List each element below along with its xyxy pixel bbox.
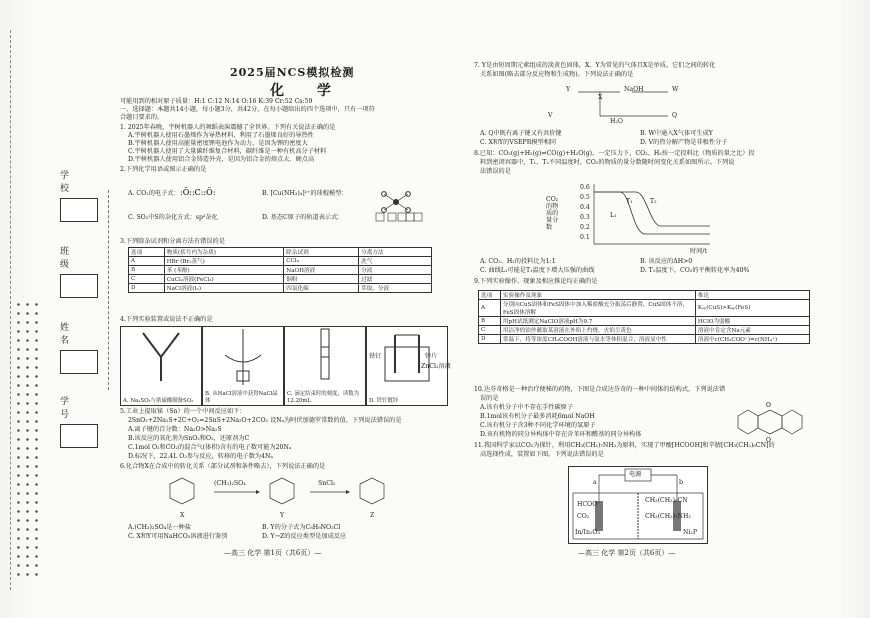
question-10: 10.达芬奇格是一种治疗便秘的药物，下图是合成达芬奇的一种中间体的结构式，下列说法错 <box>474 386 726 393</box>
intermediate-structure <box>730 398 810 442</box>
cell: CuCl₂溶液(FeCl₃) <box>164 275 284 284</box>
question-4: 4.下列实验装置或说法不正确的是 <box>120 316 213 323</box>
table-row <box>129 257 432 266</box>
apparatus-b <box>202 326 284 406</box>
option: A. Q中既有离子键又有共价键 <box>480 130 562 137</box>
student-id-box[interactable] <box>60 424 98 448</box>
tick: 0.5 <box>580 194 590 201</box>
tick: 0.6 <box>580 184 590 191</box>
chart-ylabel: CO₂的物质的量分数 <box>546 196 559 231</box>
table-header: 选项 <box>479 291 501 300</box>
svg-text:O: O <box>766 402 771 409</box>
cell: HClO为弱酸 <box>695 317 809 326</box>
fig-label: ZnCl₂溶液 <box>421 363 451 370</box>
school-field[interactable]: 学 校 <box>60 168 100 222</box>
cell: B <box>129 266 165 275</box>
burette-icon <box>285 327 365 387</box>
text-line: 法错误的是 <box>480 168 511 175</box>
node-label: NaOH <box>624 86 644 93</box>
svg-text::Ö::C::Ö:: :Ö::C::Ö: <box>180 188 216 197</box>
option: B. 该反应的ΔH>0 <box>640 258 693 265</box>
figure-caption: A. Na₂SO₃与浓硫酸制备SO₂ <box>123 397 194 404</box>
cell-label: 电源 <box>629 471 642 478</box>
table-header: 物质(括号内为杂质) <box>164 248 284 257</box>
name-box[interactable] <box>60 350 98 374</box>
fig-label: 铁钉 <box>369 353 382 360</box>
table-row <box>479 335 810 344</box>
cell: NaOH溶液 <box>284 266 359 275</box>
cell: 铜粉 <box>284 275 359 284</box>
student-id-field[interactable]: 学 号 <box>60 394 100 448</box>
node-label: W <box>672 86 679 93</box>
cell: 洗气 <box>359 257 432 266</box>
question-6: 6.化合物X在合成中的转化关系（部分试剂和条件略去），下列说法正确的是 <box>120 463 326 470</box>
node-label: Y <box>566 86 571 93</box>
cell: A <box>479 300 501 317</box>
node-label: Q <box>672 112 678 119</box>
apparatus-a <box>120 326 202 406</box>
chart-xlabel: 时间/t <box>690 248 707 255</box>
svg-text:O: O <box>766 437 771 442</box>
option: D. 基态C原子的轨道表示式： <box>262 214 344 221</box>
cell: Kₛₚ(CuS)>Kₛₚ(FeS) <box>695 300 809 317</box>
binding-edge-line <box>10 30 11 590</box>
option: B.宇树机器人使用高能量密度锂电池作为动力，是因为锂的密度大 <box>128 140 308 147</box>
class-box[interactable] <box>60 274 98 298</box>
text-line: 误的是 <box>480 395 499 402</box>
table-row <box>479 300 810 317</box>
cell-label: Ni₂P <box>683 529 698 536</box>
compound-y-label: Y <box>280 512 285 519</box>
table-header: 分离方法 <box>359 248 432 257</box>
reaction-scheme-6 <box>150 474 420 520</box>
cell: C <box>129 275 165 284</box>
cell: 萃取、分液 <box>359 284 432 293</box>
table-header: 选项 <box>129 248 165 257</box>
option: C. X和Y的VSEPR模型相同 <box>480 139 557 146</box>
option: A.该有机分子中不存在手性碳原子 <box>480 404 574 411</box>
compound-x-label: X <box>180 512 185 519</box>
cell-label: CO₂ <box>577 513 590 520</box>
cell-label: CH₃(CH₂)₇NH₂ <box>645 513 691 520</box>
question-7: 7. Y是由短周期元素组成的淡黄色固体，X、Y为常见的气体且X是单质。它们之间的转化 <box>474 62 716 69</box>
text-line: 关系如图(略去部分反应物和生成物)。下列说法正确的是 <box>480 71 634 78</box>
cell: C <box>479 326 501 335</box>
cell: 溶液中c(CH₃COO⁻)=c(NH₄⁺) <box>695 335 809 344</box>
option: B. [Cu(NH₃)₄]²⁺的球棍模型： <box>262 190 348 197</box>
option: D.该有机物的同分异构体中存在含苯环和醛基的同分异构体 <box>480 431 642 438</box>
compound-z-label: Z <box>370 512 375 519</box>
option: D. T₁温度下，CO₂的平衡转化率为40% <box>640 267 750 274</box>
table-question-3 <box>128 247 432 293</box>
question-11: 11.我国科学家以CO₂为探针，利用CH₃(CH₂)₇NH₂为原料，实现了甲酸[HCOOH]和辛腈[CH₃(CH₂)₆CN]的 <box>474 442 775 449</box>
cell: 苯 (苯酚) <box>164 266 284 275</box>
curve-label: L₁ <box>610 212 617 219</box>
cell: 分别向CuS固体和FeS固体中加入稀盐酸充分振荡后静置，CuS固体不溶，FeS固体溶解 <box>500 300 695 317</box>
seal-line <box>108 190 109 390</box>
cell-label: HCOO⁻ <box>577 501 601 508</box>
question-8: 8.已知：CO₂(g)+H₂(g)⇌CO(g)+H₂O(g)，一定压力下，CO₂、H₂按一定投料比（物质的量之比）投 <box>474 150 755 157</box>
cell-label: CH₃(CH₂)₆CN <box>645 497 688 504</box>
school-box[interactable] <box>60 198 98 222</box>
page2-footer: —高三 化学 第2页（共6页）— <box>578 549 676 557</box>
option: D.标况下，22.4L O₂参与反应，转移的电子数为4Nₐ <box>128 453 273 460</box>
option: B.1mol该有机分子最多消耗6mol NaOH <box>480 413 595 420</box>
text-line: 合题目要求的。 <box>120 114 164 121</box>
equation: 2SnO₂+2Na₂S+2C+O₂=2SnS+2Na₂O+2CO₂ 设Nₐ为阿伏加德罗常数的值，下列说法错误的是 <box>128 417 402 424</box>
table-question-9 <box>478 290 810 344</box>
text-line: 高选择性成，装置如下图，下列说法错误的是 <box>480 451 604 458</box>
cell: D <box>479 335 501 344</box>
text-line: 可能用到的相对原子质量：H:1 C:12 N:14 O:16 K:39 Cr:52 Cs:59 <box>120 98 313 105</box>
cell: A <box>129 257 165 266</box>
fig-label: 锌片 <box>425 353 438 360</box>
cell: B <box>479 317 501 326</box>
option: A. CO₂、H₂的投料比为1:1 <box>480 258 556 265</box>
cell: 过滤 <box>359 275 432 284</box>
option: C. SO₂中S的杂化方式：sp²杂化 <box>128 214 218 221</box>
question-5: 5.工业上提取铋（Sn）的一个中间反应如下： <box>120 408 246 415</box>
table-row <box>479 326 810 335</box>
option: C.1mol O₂和CO₂的混合气(体积)含有的电子数可能为20Nₐ <box>128 444 292 451</box>
orbital-diagram-icon <box>374 208 424 224</box>
cell: 用洁净的铂丝蘸取某溶液在外焰上灼烧，火焰呈黄色 <box>500 326 695 335</box>
node-label: X <box>598 94 603 101</box>
question-9: 9.下列实验操作、现象及相应推论均正确的是 <box>474 278 598 285</box>
name-field[interactable]: 姓 名 <box>60 320 100 374</box>
table-header: 实验操作及现象 <box>500 291 695 300</box>
electrolysis-cell-diagram <box>568 466 708 544</box>
tick: 0.4 <box>580 204 590 211</box>
tick: 0.3 <box>580 214 590 221</box>
node-label: V <box>548 112 553 119</box>
text-line: 一、选择题：本题共14小题，每小题3分，共42分。在每小题给出的四个选项中，只有一项符 <box>120 106 375 113</box>
curve-label: T₁ <box>626 198 633 205</box>
option: A.(CH₃)₂SO₄是一种盐 <box>128 524 191 531</box>
cell: D <box>129 284 165 293</box>
apparatus-c <box>284 326 366 406</box>
table-header: 推论 <box>695 291 809 300</box>
table-header-row <box>129 248 432 257</box>
reagent-label: SnCl₂ <box>318 480 336 487</box>
tick: 0.2 <box>580 224 590 231</box>
option: A.离子键的百分数：Na₂O>Na₂S <box>128 426 222 433</box>
cell-label: In/In₂O₃ <box>575 529 600 536</box>
table-row <box>129 266 432 275</box>
text-line: 料到密闭容器中，T₁、T₂不同温度时，CO₂的物质的量分数随时间变化关系如图所示。下列说 <box>480 159 735 166</box>
cell: 常温下，将等浓度CH₃COOH溶液与氨水等体积混合，溶液显中性 <box>500 335 695 344</box>
table-row <box>479 317 810 326</box>
curve-label: T₂ <box>650 198 657 205</box>
option: C. 曲线L₁可能是T₁温度下增大压强的曲线 <box>480 267 595 274</box>
y-tube-icon <box>121 327 201 387</box>
question-2: 2.下列化学用语或图示正确的是 <box>120 166 207 173</box>
option: C. X和Y可用NaHCO₃溶液进行鉴别 <box>128 533 228 540</box>
table-header: 除杂试剂 <box>284 248 359 257</box>
option: D. V的热分解产物是非极性分子 <box>640 139 728 146</box>
subject-title: 化 学 <box>270 83 345 99</box>
cell-label: a <box>593 479 597 486</box>
tick: 0.1 <box>580 234 590 241</box>
option: B. W中通入X气体可生成Y <box>640 130 713 137</box>
option: D. Y→Z的反应类型是加成反应 <box>262 533 347 540</box>
table-row <box>129 275 432 284</box>
table-header-row <box>479 291 810 300</box>
cell: 分液 <box>359 266 432 275</box>
option: C.该有机分子含3种不同化学环境的氢原子 <box>480 422 596 429</box>
option: A.宇树机器人使用石墨烯作为导热材料，利用了石墨烯良好的导热性 <box>128 132 314 139</box>
page1-footer: —高三 化学 第1页（共6页）— <box>224 549 322 557</box>
node-label: H₂O <box>610 118 623 125</box>
option: C.宇树机器人使用了大量碳纤维复合材料，碳纤维是一种有机高分子材料 <box>128 148 327 155</box>
reagent-label: (CH₃)₂SO₄ <box>214 480 246 487</box>
table-row <box>129 284 432 293</box>
apparatus-d <box>366 326 451 406</box>
figure-caption: B. 从NaCl溶液中获得NaCl晶体 <box>205 391 278 404</box>
option: B.该反应的氧化剂为SnO₂和O₂，还原剂为C <box>128 435 250 442</box>
answer-card-dots <box>14 300 42 580</box>
option: A. CO₂的电子式： <box>128 190 180 197</box>
cell: HBr (Br₂蒸气) <box>164 257 284 266</box>
option: B. Y的分子式为C₈H₉NO₂Cl <box>262 524 341 531</box>
cell: NaCl溶液(I₂) <box>164 284 284 293</box>
cell-label: b <box>679 479 683 486</box>
option: D.宇树机器人使用铝合金铸造外壳，是因为铝合金的熔点大、硬点高 <box>128 156 315 163</box>
figure-caption: C. 滴定结束时的刻度，读数为12.20mL <box>287 391 360 404</box>
class-field[interactable]: 班 级 <box>60 244 100 298</box>
evaporating-dish-icon <box>203 327 283 387</box>
exam-title: 2025届NCS模拟检测 <box>230 66 355 79</box>
cell: 用pH试纸测定NaClO溶液pH为9.7 <box>500 317 695 326</box>
question-3: 3.下列除杂试剂和分离方法有错误的是 <box>120 238 225 245</box>
cell: 溶液中肯定含Na元素 <box>695 326 809 335</box>
cell: CCl₄ <box>284 257 359 266</box>
co2-electron-formula <box>176 184 226 200</box>
cell: 四氯化碳 <box>284 284 359 293</box>
figure-caption: D. 铁钉镀锌 <box>369 397 399 404</box>
question-1: 1. 2025年春晚，宇树机器人的舞蹈表演震撼了全世界。下列有关说法正确的是 <box>120 124 336 131</box>
